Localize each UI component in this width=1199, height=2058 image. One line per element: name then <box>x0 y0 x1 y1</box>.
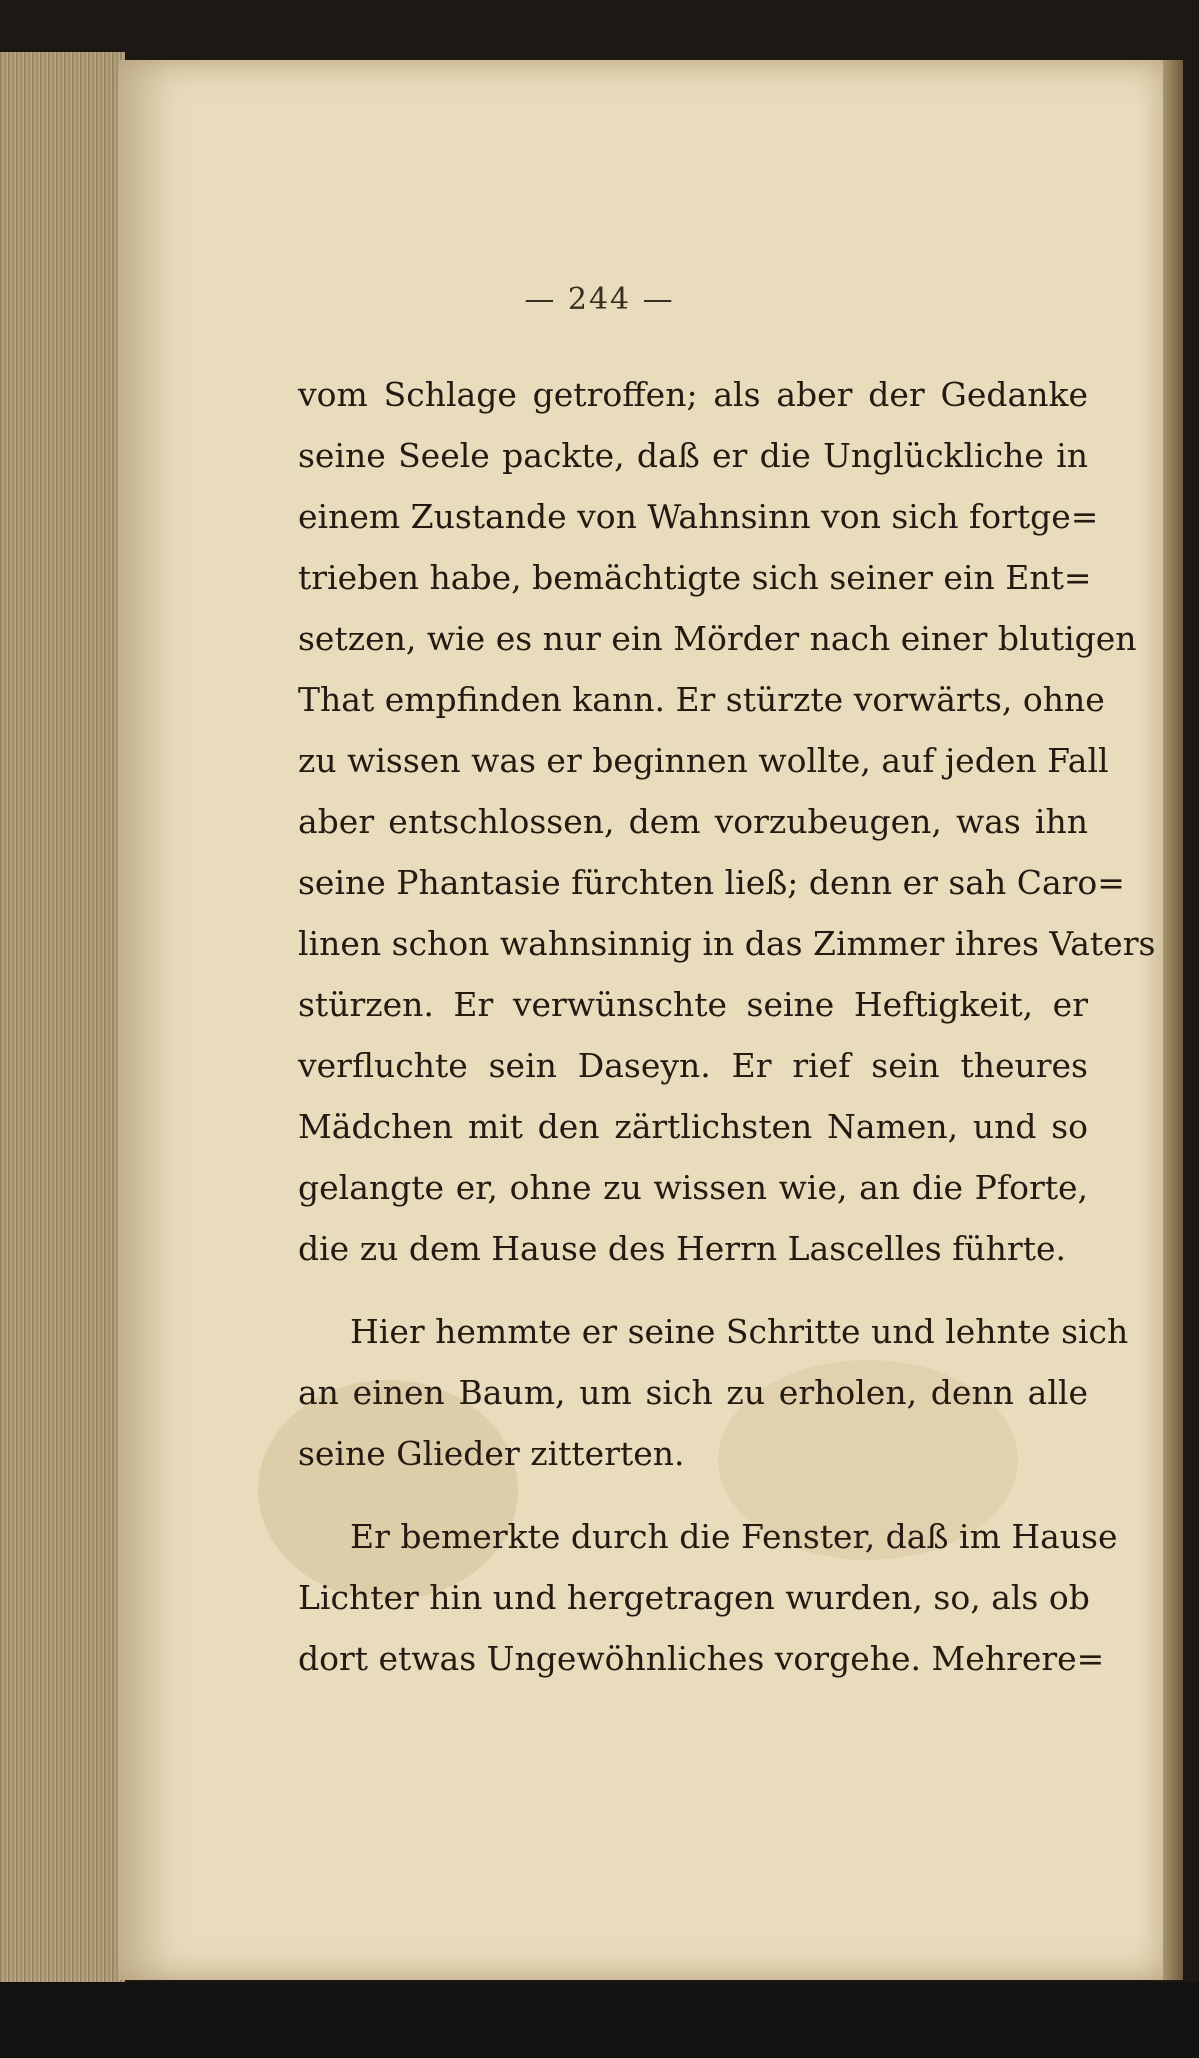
paragraph <box>298 1301 1129 1484</box>
text-line: Hier hemmte er seine Schritte und lehnte sich <box>350 1312 1129 1351</box>
text-line: trieben habe, bemächtigte sich seiner ein Ent= <box>298 558 1092 597</box>
text-line: Er bemerkte durch die Fenster, daß im Hause <box>350 1517 1118 1556</box>
text-line: die zu dem Hause des Herrn Lascelles führte. <box>298 1229 1066 1268</box>
text-line: seine Phantasie fürchten ließ; denn er sah Caro= <box>298 863 1125 902</box>
text-line: vom Schlage getroffen; als aber der Gedanke <box>298 375 1088 414</box>
paragraph-gap <box>298 1484 1088 1506</box>
paragraph <box>298 364 1156 1279</box>
text-line: That empfinden kann. Er stürzte vorwärts, ohne <box>298 680 1105 719</box>
text-line: dort etwas Ungewöhnliches vorgehe. Mehrere= <box>298 1639 1105 1678</box>
text-line: stürzen. Er verwünschte seine Heftigkeit, er <box>298 985 1088 1024</box>
text-line: setzen, wie es nur ein Mörder nach einer blutigen <box>298 619 1137 658</box>
text-line: verfluchte sein Daseyn. Er rief sein theures <box>298 1046 1088 1085</box>
page-stack-edge <box>0 52 125 1982</box>
text-line: einem Zustande von Wahnsinn von sich fortge= <box>298 497 1099 536</box>
text-line: Mädchen mit den zärtlichsten Namen, und so <box>298 1107 1088 1146</box>
text-line: linen schon wahnsinnig in das Zimmer ihres Vaters <box>298 924 1156 963</box>
paragraph <box>298 1506 1118 1689</box>
body-text <box>298 364 1156 1689</box>
text-line: seine Glieder zitterten. <box>298 1434 685 1473</box>
next-page-edge <box>1163 60 1183 1980</box>
scan-background <box>0 1982 1199 2058</box>
paragraph-gap <box>298 1279 1088 1301</box>
text-line: seine Seele packte, daß er die Unglückliche in <box>298 436 1088 475</box>
text-line: an einen Baum, um sich zu erholen, denn alle <box>298 1373 1088 1412</box>
text-line: aber entschlossen, dem vorzubeugen, was ihn <box>298 802 1088 841</box>
page-number: — 244 — <box>524 282 675 317</box>
text-line: gelangte er, ohne zu wissen wie, an die Pforte, <box>298 1168 1088 1207</box>
text-line: zu wissen was er beginnen wollte, auf jeden Fall <box>298 741 1109 780</box>
text-line: Lichter hin und hergetragen wurden, so, als ob <box>298 1578 1090 1617</box>
